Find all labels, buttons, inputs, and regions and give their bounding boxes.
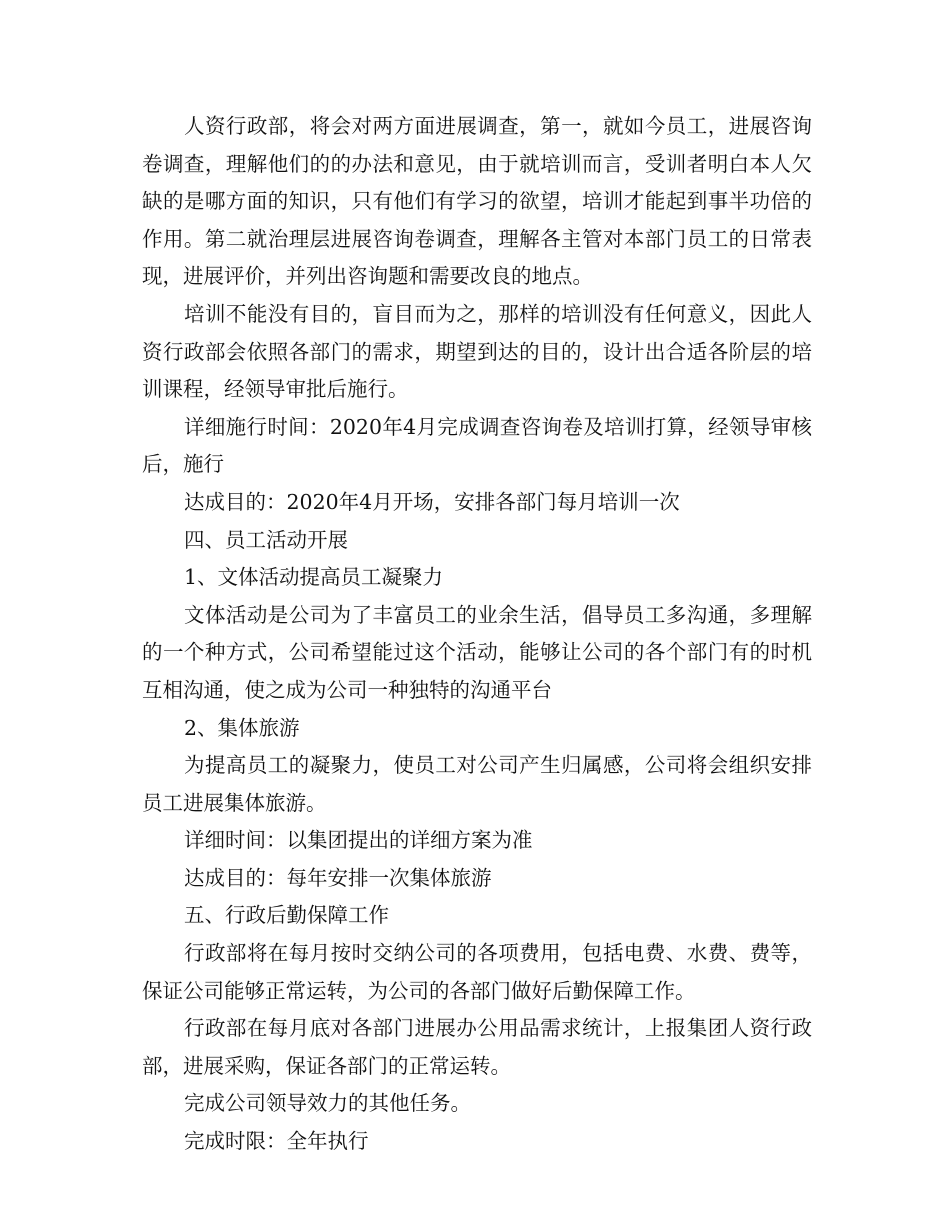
subheading-recreational-activities: 1、文体活动提高员工凝聚力 [184, 565, 444, 590]
paragraph-office-supplies: 行政部在每月底对各部门进展办公用品需求统计，上报集团人资行政部，进展采购，保证各部门的正常运转。 [142, 1016, 812, 1078]
paragraph-deadline: 完成时限：全年执行 [184, 1129, 369, 1154]
document-page [142, 108, 812, 1161]
paragraph-travel-time: 详细时间：以集团提出的详细方案为准 [184, 828, 533, 853]
paragraph-recreational-activities: 文体活动是公司为了丰富员工的业余生活，倡导员工多沟通，多理解的一个种方式，公司希望能过这个活动，能够让公司的各个部门有的时机互相沟通，使之成为公司一种独特的沟通平台 [142, 602, 812, 702]
section-heading-logistics: 五、行政后勤保障工作 [184, 903, 390, 928]
paragraph-group-travel: 为提高员工的凝聚力，使员工对公司产生归属感，公司将会组织安排员工进展集体旅游。 [142, 753, 812, 815]
paragraph-training-goal: 达成目的：2020年4月开场，安排各部门每月培训一次 [184, 489, 680, 514]
paragraph-training-purpose: 培训不能没有目的，盲目而为之，那样的培训没有任何意义，因此人资行政部会依照各部门的需求，期望到达的目的，设计出合适各阶层的培训课程，经领导审批后施行。 [142, 301, 812, 402]
paragraph-implementation-time: 详细施行时间：2020年4月完成调查咨询卷及培训打算，经领导审核后，施行 [142, 414, 812, 477]
paragraph-fee-payment: 行政部将在每月按时交纳公司的各项费用，包括电费、水费、费等，保证公司能够正常运转，为公司的各部门做好后勤保障工作。 [142, 941, 812, 1003]
paragraph-travel-goal: 达成目的：每年安排一次集体旅游 [184, 865, 492, 890]
paragraph-other-tasks: 完成公司领导效力的其他任务。 [184, 1091, 472, 1116]
subheading-group-travel: 2、集体旅游 [184, 715, 300, 740]
section-heading-employee-activities: 四、员工活动开展 [184, 527, 349, 552]
paragraph-survey-plan: 人资行政部，将会对两方面进展调查，第一，就如今员工，进展咨询卷调查，理解他们的的办法和意见，由于就培训而言，受训者明白本人欠缺的是哪方面的知识，只有他们有学习的欲望，培训才能起到事半功倍的作用。第二就治理层进展咨询卷调查，理解各主管对本部门员工的日常表现，进展评价，并列出咨询题和需要改良的地点。 [142, 114, 812, 289]
